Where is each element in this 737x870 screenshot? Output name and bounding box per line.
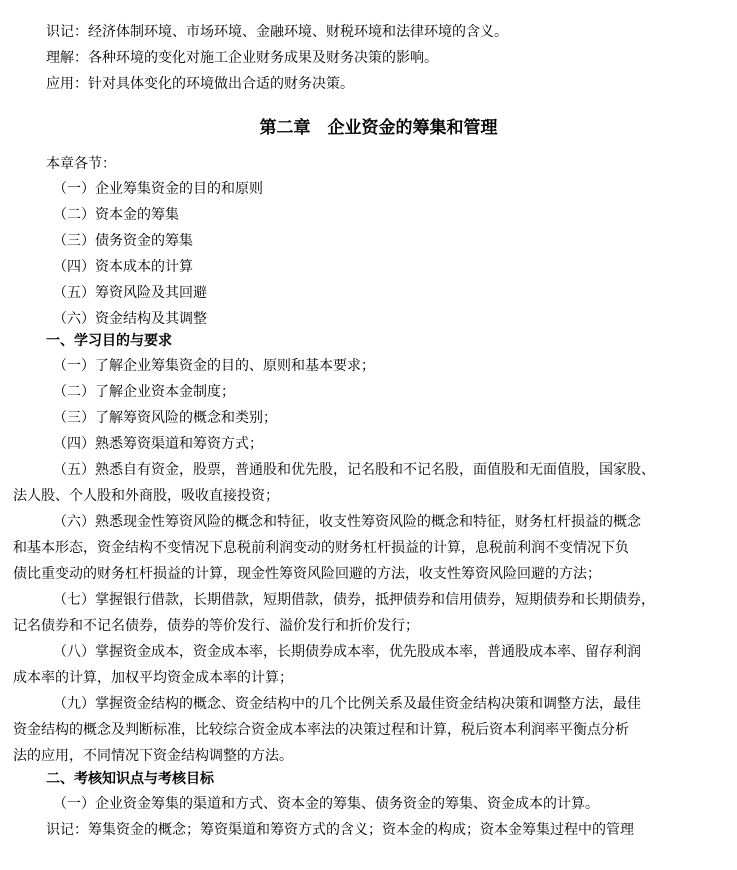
part1-item: （三）了解筹资风险的概念和类别； bbox=[53, 410, 277, 426]
sections-label: 本章各节： bbox=[46, 156, 116, 172]
part1-item6-line: （六）熟悉现金性筹资风险的概念和特征，收支性筹资风险的概念和特征，财务杠杆损益的概念 bbox=[53, 514, 641, 530]
part2-recall-line: 识记：筹集资金的概念；筹资渠道和筹资方式的含义；资本金的构成；资本金筹集过程中的管理 bbox=[46, 822, 634, 838]
section-item: （二）资本金的筹集 bbox=[53, 207, 179, 223]
part1-item: （二）了解企业资本金制度； bbox=[53, 384, 235, 400]
part1-item: （四）熟悉筹资渠道和筹资方式； bbox=[53, 436, 263, 452]
part1-item7-line: （七）掌握银行借款，长期借款，短期借款，债券，抵押债券和信用债券，短期债券和长期债券， bbox=[53, 592, 655, 608]
part2-heading: 二、考核知识点与考核目标 bbox=[46, 771, 214, 787]
part2-item: （一）企业资金筹集的渠道和方式、资本金的筹集、债务资金的筹集、资金成本的计算。 bbox=[53, 796, 599, 812]
part1-item: （一）了解企业筹集资金的目的、原则和基本要求； bbox=[53, 358, 375, 374]
section-item: （六）资金结构及其调整 bbox=[53, 311, 207, 327]
intro-understand-line: 理解：各种环境的变化对施工企业财务成果及财务决策的影响。 bbox=[46, 50, 438, 66]
part1-item8-line: 成本率的计算，加权平均资金成本率的计算； bbox=[13, 670, 293, 686]
section-item: （五）筹资风险及其回避 bbox=[53, 285, 207, 301]
section-item: （一）企业筹集资金的目的和原则 bbox=[53, 181, 263, 197]
part1-item5-line: 法人股、个人股和外商股，吸收直接投资； bbox=[13, 488, 279, 504]
intro-recall-line: 识记：经济体制环境、市场环境、金融环境、财税环境和法律环境的含义。 bbox=[46, 24, 508, 40]
section-item: （四）资本成本的计算 bbox=[53, 259, 193, 275]
part1-heading: 一、学习目的与要求 bbox=[46, 333, 172, 349]
chapter-title: 第二章 企业资金的筹集和管理 bbox=[259, 118, 498, 138]
part1-item6-line: 债比重变动的财务杠杆损益的计算，现金性筹资风险回避的方法，收支性筹资风险回避的方法； bbox=[13, 566, 601, 582]
intro-apply-line: 应用：针对具体变化的环境做出合适的财务决策。 bbox=[46, 76, 354, 92]
part1-item6-line: 和基本形态，资金结构不变情况下息税前利润变动的财务杠杆损益的计算，息税前利润不变情况下负 bbox=[13, 540, 629, 556]
part1-item9-line: （九）掌握资金结构的概念、资金结构中的几个比例关系及最佳资金结构决策和调整方法，最佳 bbox=[53, 696, 641, 712]
part1-item9-line: 法的应用，不同情况下资金结构调整的方法。 bbox=[13, 748, 293, 764]
section-item: （三）债务资金的筹集 bbox=[53, 233, 193, 249]
part1-item5-line: （五）熟悉自有资金，股票，普通股和优先股，记名股和不记名股，面值股和无面值股，国家股、 bbox=[53, 462, 655, 478]
part1-item7-line: 记名债券和不记名债券，债券的等价发行、溢价发行和折价发行； bbox=[13, 618, 419, 634]
part1-item8-line: （八）掌握资金成本，资金成本率，长期债券成本率，优先股成本率，普通股成本率、留存利润 bbox=[53, 644, 641, 660]
part1-item9-line: 资金结构的概念及判断标准，比较综合资金成本率法的决策过程和计算，税后资本利润率平衡点分析 bbox=[13, 722, 629, 738]
